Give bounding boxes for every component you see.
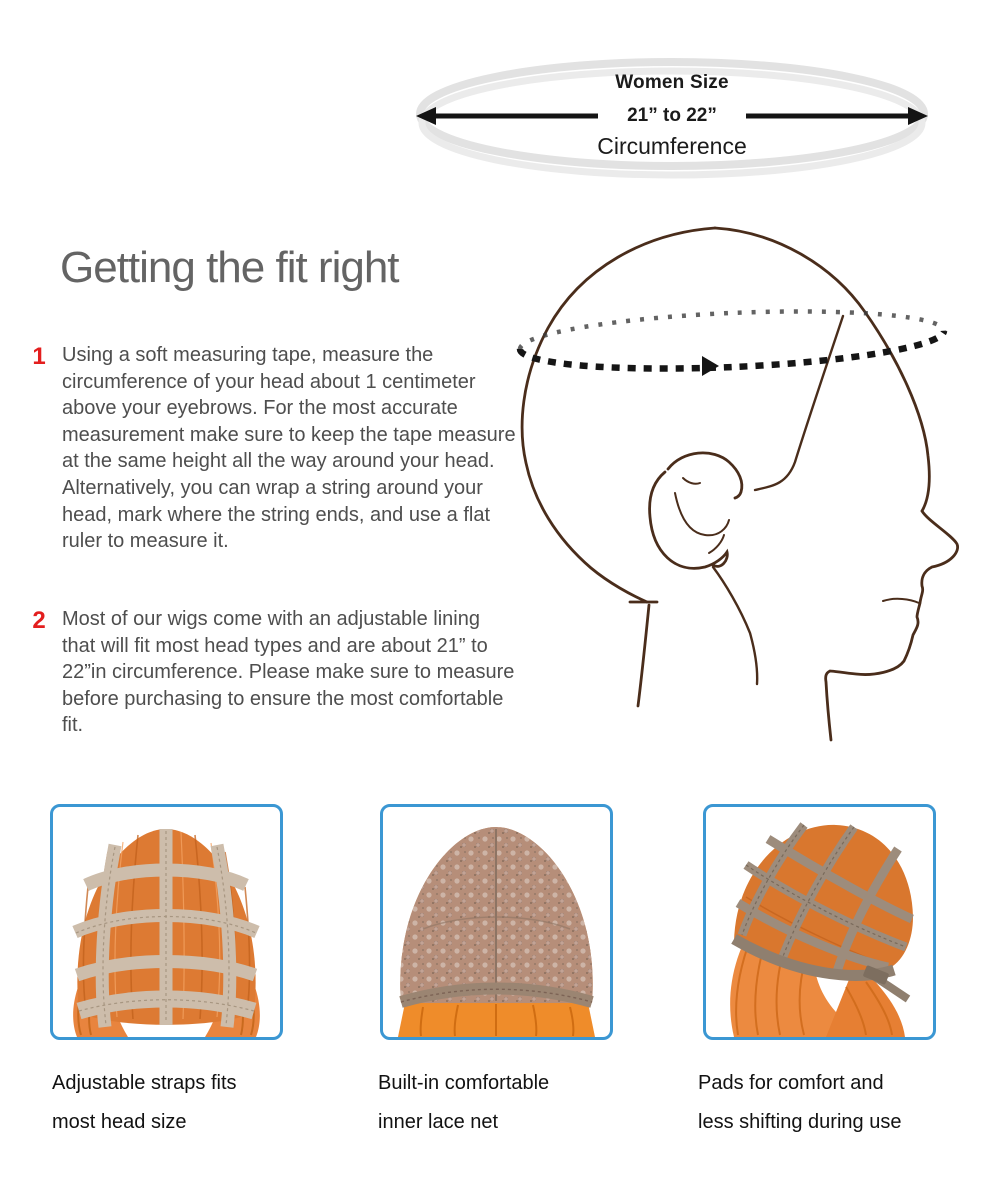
measure-arrow-icon bbox=[702, 356, 719, 376]
size-range-label: 21” to 22” bbox=[627, 105, 717, 126]
caption-line: Built-in comfortable bbox=[378, 1072, 550, 1094]
caption-line: Pads for comfort and bbox=[698, 1072, 884, 1094]
head-illustration bbox=[505, 222, 980, 742]
wig-cap-side-pads-image bbox=[706, 807, 933, 1037]
skull-back-line bbox=[522, 228, 715, 602]
feature-card-lace bbox=[380, 804, 613, 1040]
step-1-number: 1 bbox=[32, 343, 46, 370]
caption-line: Adjustable straps fits bbox=[52, 1072, 237, 1094]
temple-line bbox=[755, 316, 843, 490]
step-2-text: Most of our wigs come with an adjustable lining that will fit most head types and are about 21” to 22”in circumference. Please make sure to measure before purchasing to ensure the most comfortable fit. bbox=[62, 608, 515, 737]
caption-line: most head size bbox=[52, 1111, 187, 1133]
feature-card-pads bbox=[703, 804, 936, 1040]
feature-caption-pads bbox=[698, 1064, 968, 1142]
feature-caption-straps bbox=[52, 1064, 312, 1142]
band-back-dots bbox=[520, 311, 944, 349]
caption-line: inner lace net bbox=[378, 1111, 499, 1133]
circumference-label: Circumference bbox=[597, 133, 747, 159]
wig-cap-inner-lace-net-image bbox=[383, 807, 610, 1037]
page-title: Getting the fit right bbox=[60, 243, 399, 292]
face-profile-line bbox=[715, 228, 958, 740]
women-size-label: Women Size bbox=[615, 72, 729, 93]
feature-caption-lace bbox=[378, 1064, 638, 1142]
wig-cap-back-straps-image bbox=[53, 807, 280, 1037]
feature-card-straps bbox=[50, 804, 283, 1040]
ear-outline bbox=[650, 453, 742, 568]
mouth-line bbox=[883, 599, 919, 603]
neck-back-line bbox=[638, 605, 649, 706]
jaw-neck-line bbox=[713, 567, 757, 684]
step-2-number: 2 bbox=[32, 607, 46, 634]
measuring-band bbox=[520, 311, 944, 376]
step-1-text: Using a soft measuring tape, measure the circumference of your head about 1 centimeter above your eyebrows. For the most accurate measurement make sure to keep the tape measure at the same height all the way around your head. Alternatively, you can wrap a string around your head, mark where the string ends, and use a flat ruler to measure it. bbox=[62, 344, 516, 553]
caption-line: less shifting during use bbox=[698, 1111, 902, 1133]
